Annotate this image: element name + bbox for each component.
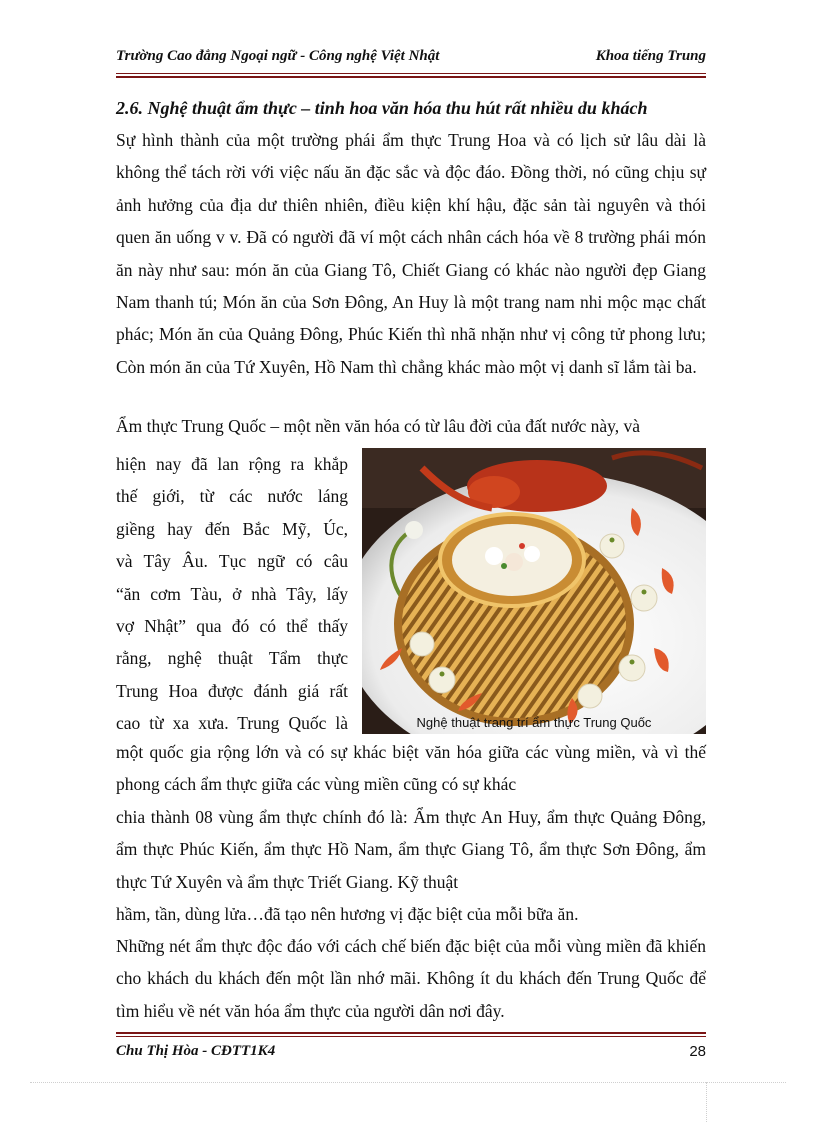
wrap-line: Trung Hoa được đánh giá rất: [116, 680, 348, 701]
paragraph-3: chia thành 08 vùng ẩm thực chính đó là: Ẩm thực An Huy, ẩm thực Quảng Đông, ẩm thực Phúc Kiến, ẩm thực Hồ Nam, ẩm thực Giang Tô, ẩm thực Sơn Đông, ẩm thực Tứ Xuyên và ẩm thực Triết Giang. Kỹ thuật: [116, 807, 706, 892]
wrap-line: giềng hay đến Bắc Mỹ, Úc,: [116, 518, 348, 539]
page-margin-guide: [30, 1082, 786, 1083]
footer-rule-thick: [116, 1032, 706, 1034]
page-number: 28: [689, 1043, 706, 1060]
paragraph-2-intro: Ẩm thực Trung Quốc – một nền văn hóa có từ lâu đời của đất nước này, và: [116, 416, 641, 436]
wrap-line: “ăn cơm Tàu, ở nhà Tây, lấy: [116, 583, 348, 604]
paragraph-1: Sự hình thành của một trường phái ẩm thực Trung Hoa và có lịch sử lâu dài là không thể tách rời với việc nấu ăn đặc sắc và độc đáo. Đồng thời, nó cũng chịu sự ảnh hưởng của địa dư thiên nhiên, điều kiện khí hậu, đặc sản tài nguyên và thói quen ăn uống v v. Đã có người đã ví một cách nhân cách hóa về 8 trường phái món ăn này như sau: món ăn của Giang Tô, Chiết Giang có khác nào người đẹp Giang Nam thanh tú; Món ăn của Sơn Đông, An Huy là một trang nam nhi mộc mạc chất phác; Món ăn của Quảng Đông, Phúc Kiến thì nhã nhặn như vị công tử phong lưu; Còn món ăn của Tứ Xuyên, Hồ Nam thì chẳng khác mào một vị danh sĩ lắm tài ba.: [116, 130, 706, 377]
header-rule-thin: [116, 73, 706, 74]
footer-author: Chu Thị Hòa - CĐTT1K4: [116, 1043, 276, 1059]
wrapped-text-column: [116, 448, 348, 740]
food-decoration-figure: [362, 448, 706, 734]
wrap-line: và Tây Âu. Tục ngữ có câu: [116, 551, 348, 572]
paragraph-2-continued: một quốc gia rộng lớn và có sự khác biệt văn hóa giữa các vùng miền, và vì thế phong cách ẩm thực giữa các vùng miền cũng có sự khác: [116, 742, 706, 795]
page-footer: [116, 1043, 706, 1065]
wrap-line: hiện nay đã lan rộng ra khắp: [116, 454, 348, 474]
wrap-line: vợ Nhật” qua đó có thể thấy: [116, 615, 348, 636]
decorated-dish-photo-icon: [362, 448, 706, 734]
page-margin-guide-vertical: [706, 1082, 707, 1122]
paragraph-5: Những nét ẩm thực độc đáo với cách chế biến đặc biệt của mỗi vùng miền đã khiến cho khách du khách đến một lần nhớ mãi. Không ít du khách đến Trung Quốc để tìm hiểu về nét văn hóa ẩm thực của người dân nơi đây.: [116, 936, 706, 1021]
header-school: Trường Cao đẳng Ngoại ngữ - Công nghệ Việt Nhật: [116, 48, 440, 64]
wrap-line: thế giới, từ các nước láng: [116, 486, 348, 507]
wrap-line: cao từ xa xưa. Trung Quốc là: [116, 713, 348, 734]
footer-rule-thin: [116, 1036, 706, 1037]
wrap-line: rằng, nghệ thuật Tẩm thực: [116, 648, 348, 669]
paragraph-4: hầm, tần, dùng lửa…đã tạo nên hương vị đặc biệt của mỗi bữa ăn.: [116, 904, 579, 924]
figure-caption: Nghệ thuật trang trí ẩm thực Trung Quốc: [416, 715, 652, 730]
header-rule-thick: [116, 76, 706, 78]
page-header: [116, 48, 706, 72]
header-department: Khoa tiếng Trung: [595, 48, 706, 64]
section-heading: 2.6. Nghệ thuật ẩm thực – tinh hoa văn hóa thu hút rất nhiều du khách: [116, 98, 648, 118]
